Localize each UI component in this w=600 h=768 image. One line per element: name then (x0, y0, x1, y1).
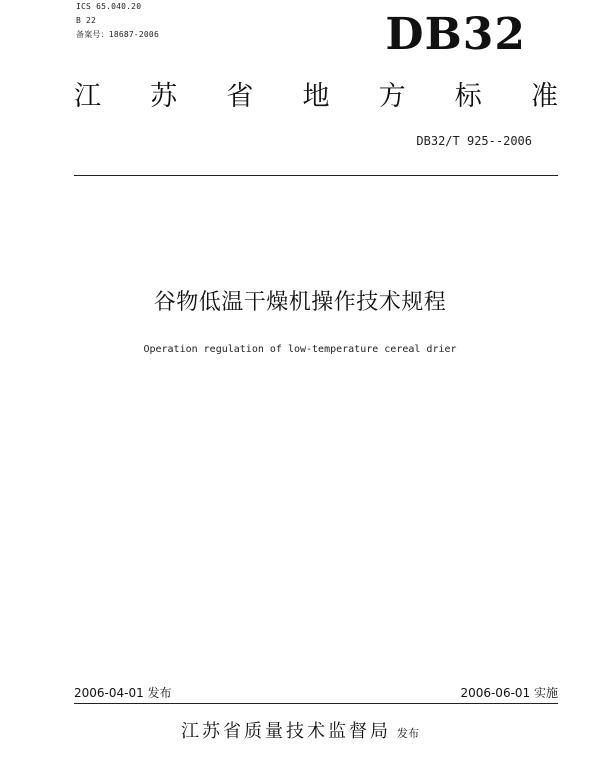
standard-type-char: 苏 (150, 81, 178, 112)
record-number: 备案号：18687-2006 (76, 30, 159, 39)
standard-number: DB32/T 925--2006 (416, 134, 532, 148)
standard-type-char: 标 (454, 81, 482, 112)
ccs-code: B 22 (76, 16, 97, 25)
standard-type-heading (74, 80, 558, 114)
standard-type-char: 准 (530, 81, 558, 112)
standard-code-logo: DB32 (385, 9, 526, 60)
standard-type-char: 江 (74, 81, 101, 112)
standard-type-char: 方 (378, 81, 406, 112)
issuer-name: 江苏省质量技术监督局 (181, 721, 391, 742)
header-metadata (76, 0, 159, 42)
document-title-chinese: 谷物低温干燥机操作技术规程 (153, 290, 447, 315)
implementation-date: 2006-06-01 实施 (460, 686, 558, 700)
ics-code: ICS 65.040.20 (76, 2, 142, 11)
standard-type-char: 地 (302, 81, 330, 112)
bottom-divider (74, 703, 558, 704)
standard-type-char: 省 (226, 81, 254, 112)
issuer-line (0, 719, 600, 747)
document-title-english: Operation regulation of low-temperature cereal drier (143, 344, 457, 355)
issuer-suffix: 发布 (397, 727, 419, 740)
issue-date: 2006-04-01 发布 (74, 686, 172, 700)
top-divider (74, 175, 558, 176)
